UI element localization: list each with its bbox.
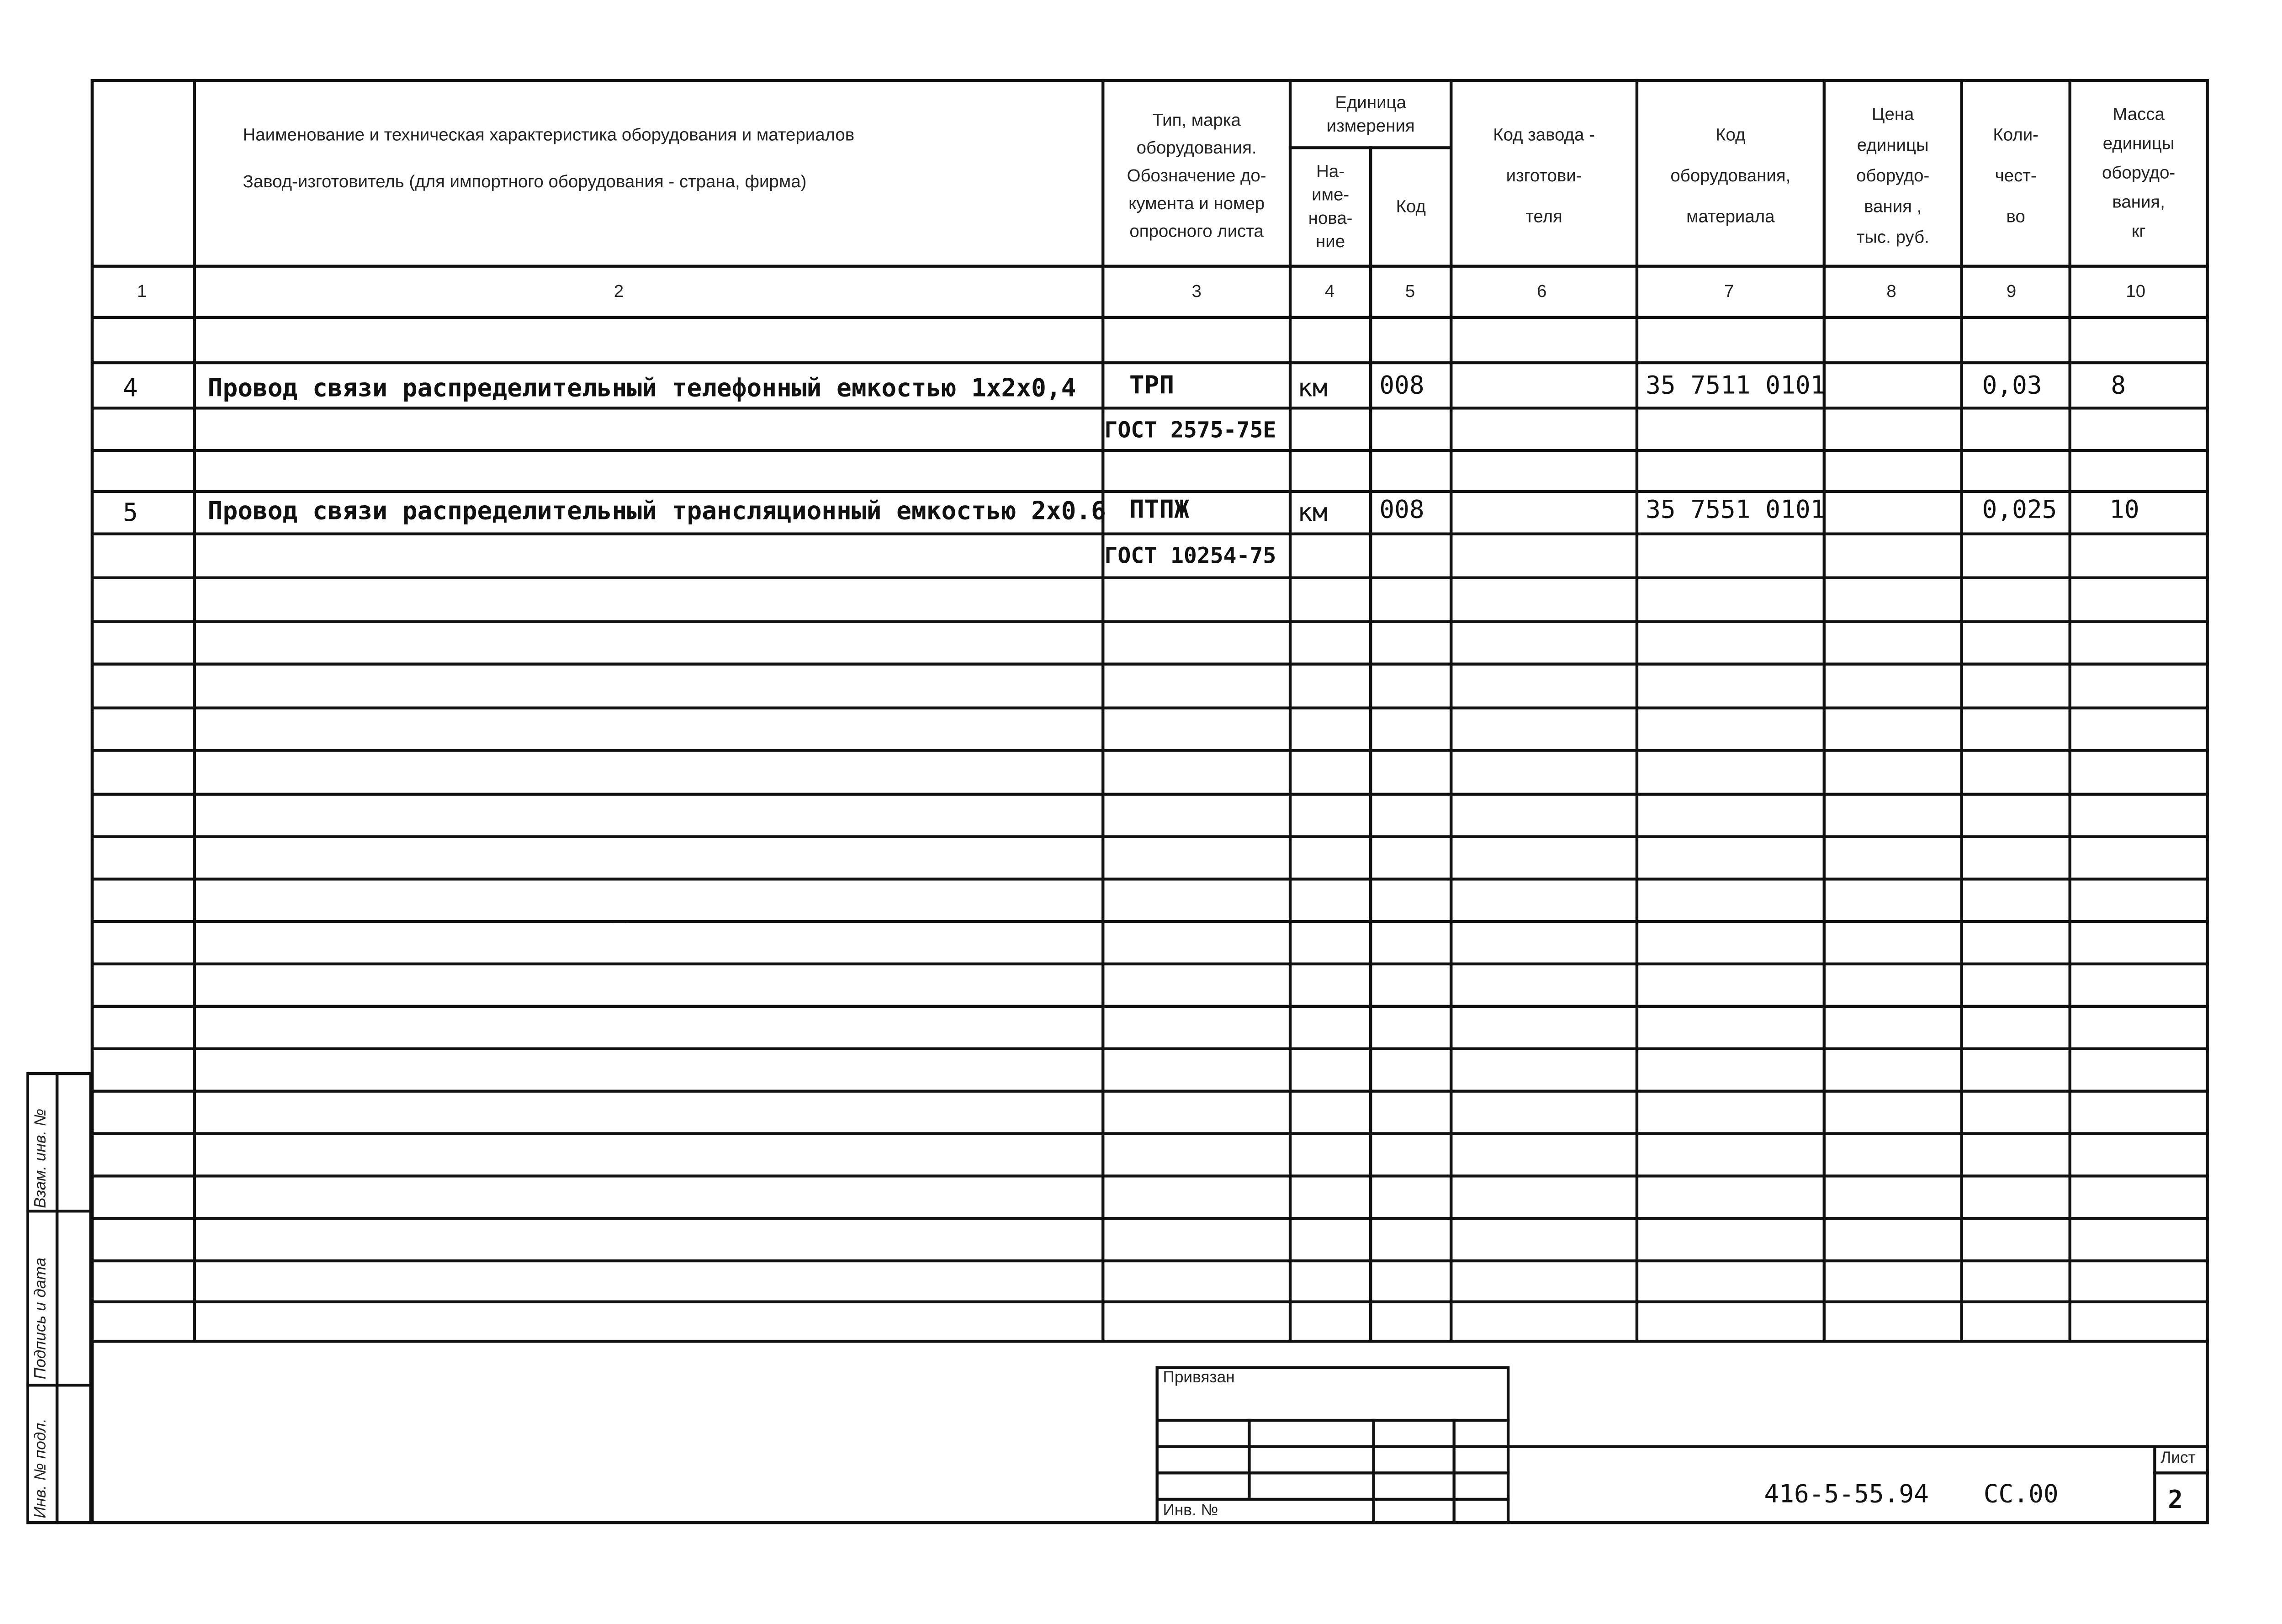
col-number-6: 6 [1537, 280, 1547, 302]
sheet-number: 2 [2168, 1486, 2183, 1516]
row-5-doc: ГОСТ 10254-75 [1104, 542, 1276, 569]
header-col8: Цена единицы оборудо- вания , тыс. руб. [1856, 103, 1930, 247]
header-col2 [196, 114, 1101, 202]
col-number-2: 2 [614, 280, 624, 302]
document-suffix: СС.00 [1983, 1480, 2059, 1510]
row-4-doc: ГОСТ 2575-75Е [1104, 417, 1276, 444]
side-label-podpis: Подпись и дата [32, 1257, 50, 1380]
header-col10: Масса единицы оборудо- вания, кг [2102, 104, 2176, 242]
header-col9: Коли- чест- во [1993, 124, 2038, 227]
document-code: 416-5-55.94 [1764, 1480, 1929, 1510]
header-col3: Тип, марка оборудования. Обозначение до- кумента и номер опросного листа [1127, 109, 1266, 241]
row-4-material-code: 35 7511 0101 [1646, 371, 1826, 401]
col-number-10: 10 [2126, 280, 2146, 302]
header-col7: Код оборудования, материала [1670, 124, 1791, 227]
row-5-mass: 10 [2109, 496, 2139, 525]
header-col5: Код [1396, 195, 1426, 216]
row-5-qty: 0,025 [1982, 496, 2057, 525]
col-number-7: 7 [1724, 280, 1734, 302]
row-5-unit: км [1297, 498, 1328, 528]
side-label-inv-podl: Инв. № подл. [32, 1418, 50, 1518]
col-number-8: 8 [1886, 280, 1896, 302]
row-4-unit-code: 008 [1379, 371, 1424, 401]
header-col2-line1: Наименование и техническая характеристика оборудования и материалов [243, 124, 855, 145]
privyazan-label: Привязан [1163, 1369, 1235, 1387]
inv-no-label: Инв. № [1163, 1502, 1218, 1520]
row-4-unit: км [1297, 374, 1328, 404]
stray-mark [611, 920, 626, 923]
row-4-mass: 8 [2111, 371, 2126, 401]
row-5-position: 5 [122, 498, 138, 528]
side-label-vzam-inv: Взам. инв. № [32, 1108, 50, 1208]
header-col4: На- име- нова- ние [1308, 161, 1353, 252]
col-number-4: 4 [1324, 280, 1335, 302]
col-number-3: 3 [1191, 280, 1202, 302]
col-number-1: 1 [137, 280, 147, 302]
row-5-unit-code: 008 [1379, 496, 1424, 525]
row-5-type: ПТПЖ [1129, 496, 1189, 525]
sheet-label: Лист [2160, 1449, 2196, 1467]
row-5-material-code: 35 7551 0101 [1646, 496, 1826, 525]
col-number-5: 5 [1405, 280, 1415, 302]
header-col2-line2: Завод-изготовитель (для импортного оборудования - страна, фирма) [243, 171, 807, 192]
header-col6: Код завода - изготови- теля [1493, 124, 1595, 227]
col-number-9: 9 [2006, 280, 2017, 302]
row-4-name: Провод связи распределительный телефонный емкостью 1х2х0,4 [207, 374, 1076, 404]
row-4-position: 4 [122, 374, 138, 404]
table-outer-frame [91, 79, 2209, 1343]
row-5-name: Провод связи распределительный трансляционный емкостью 2х0.6 [207, 497, 1106, 527]
header-unit-group: Единица измерения [1326, 92, 1415, 136]
row-4-qty: 0,03 [1982, 371, 2042, 401]
row-4-type: ТРП [1129, 371, 1175, 401]
